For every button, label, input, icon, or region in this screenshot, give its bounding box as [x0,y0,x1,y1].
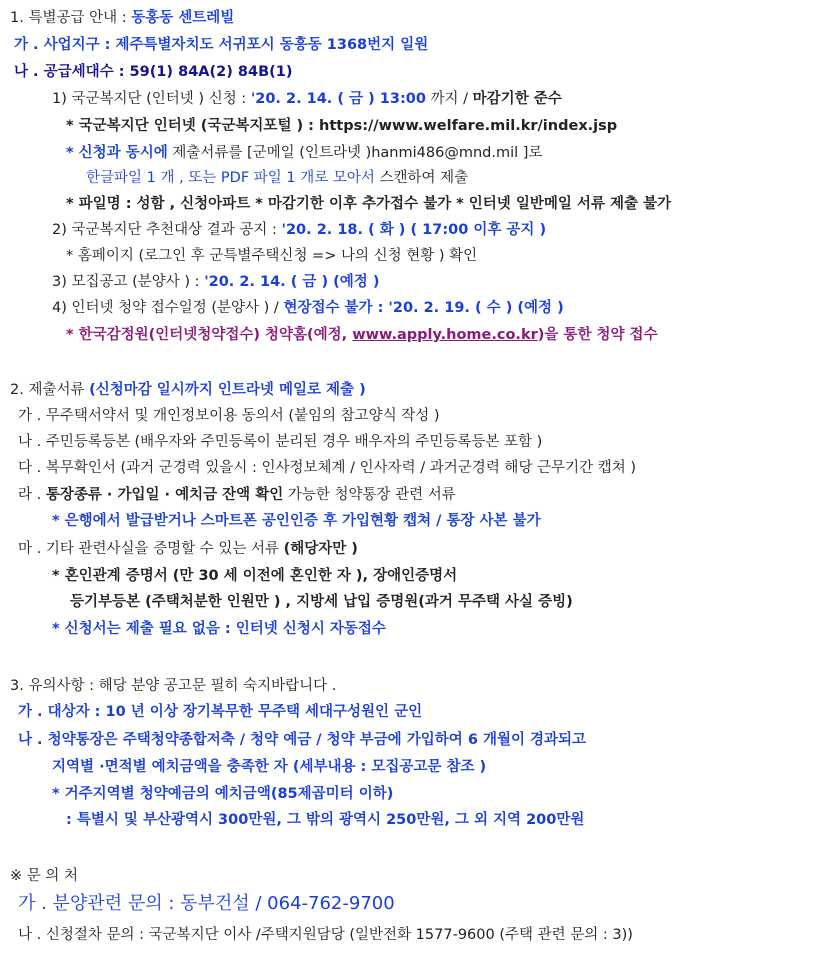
s1-homepage: * 홈페이지 (로그인 후 군특별주택신청 => 나의 신청 현황 ) 확인 [66,248,478,264]
apply-home-link[interactable]: www.apply.home.co.kr [352,327,538,343]
s1-filename [66,194,671,214]
s2-ma [18,539,358,559]
s2-ra [18,485,456,505]
s1-pdf-a: 한글파일 1 개 , 또는 PDF 파일 1 개로 모아서 [86,170,375,186]
s1-pdf-b: 스캔하여 제출 [374,170,469,186]
s1-file-b: * 마감기한 이후 추가접수 불가 * 인터넷 일반메일 서류 제출 불가 [250,196,672,212]
s3-na: 나 . 청약통장은 주택청약종합저축 / 청약 예금 / 청약 부금에 가입하여 6 개월이 경과되고 [18,732,587,748]
s1-item1 [52,89,562,109]
s1-title [10,8,234,28]
s1-complex-name: 동홍동 센트레빌 [131,10,235,26]
s1-sim-b: 제출서류를 [군메일 (인트라넷 )hanmi486@mnd.mil ]로 [167,145,543,161]
s1-item3-date: '20. 2. 14. ( 금 ) (예정 ) [204,274,380,290]
s2-ra-b: 통장종류 · 가입일 · 예치금 잔액 확인 [45,487,284,503]
s3-deposit-amounts: : 특별시 및 부산광역시 300만원, 그 밖의 광역시 250만원, 그 외 지역 200만원 [66,812,585,828]
s2-na: 나 . 주민등록등본 (배우자와 주민등록이 분리된 경우 배우자의 주민등록등본 포함 ) [18,434,543,450]
s1-title-prefix: 1. 특별공급 안내 : [10,10,132,26]
s3-na2: 지역별 ·면적별 예치금액을 충족한 자 (세부내용 : 모집공고문 참조 ) [52,759,487,775]
s1-pdf [86,168,468,188]
s1-item3-prefix: 3) 모집공고 (분양사 ) : [52,274,205,290]
s2-ga: 가 . 무주택서약서 및 개인정보이용 동의서 (붙임의 참고양식 작성 ) [18,408,440,424]
s2-title-a: 2. 제출서류 [10,382,90,398]
s1-item2-date: '20. 2. 18. ( 화 ) ( 17:00 이후 공지 ) [281,222,547,238]
s2-ra-c: 가능한 청약통장 관련 서류 [283,487,456,503]
s1-sim-a: * 신청과 동시에 [66,145,168,161]
s1-kr-b: )을 통한 청약 접수 [537,327,658,343]
s2-ma-a: 마 . 기타 관련사실을 증명할 수 있는 서류 [18,541,284,557]
s3-title: 3. 유의사항 : 해당 분양 공고문 필히 숙지바랍니다 . [10,678,337,694]
s2-marriage: * 혼인관계 증명서 (만 30 세 이전에 혼인한 자 ), 장애인증명서 [52,568,458,584]
s1-item1-date: '20. 2. 14. ( 금 ) 13:00 [250,91,426,107]
s2-ma-b: (해당자만 ) [283,541,358,557]
s3-deposit: * 거주지역별 청약예금의 예치금액(85제곱미터 이하) [52,786,394,802]
s4-ga: 가 . 분양관련 문의 : 동부건설 / 064-762-9700 [18,893,395,914]
s1-item3 [52,272,379,292]
s4-title: ※ 문 의 처 [10,868,78,884]
s2-da: 다 . 복무확인서 (과거 군경력 있을시 : 인사정보체계 / 인사자력 / 과거군경력 해당 근무기간 캡쳐 ) [18,460,636,476]
s1-units: 나 . 공급세대수 : 59(1) 84A(2) 84B(1) [14,64,293,80]
s1-kr-a: * 한국감정원(인터넷청약접수) 청약홈(예정, [66,327,353,343]
s1-file-a: * 파일명 : 성함 , 신청아파트 [66,196,251,212]
s1-simultaneous [66,143,542,163]
s2-auto: * 신청서는 제출 필요 없음 : 인터넷 신청시 자동접수 [52,621,386,637]
s2-title-b: (신청마감 일시까지 인트라넷 메일로 제출 ) [89,382,366,398]
s3-ga: 가 . 대상자 : 10 년 이상 장기복무한 무주택 세대구성원인 군인 [18,704,423,720]
s1-site: 가 . 사업지구 : 제주특별자치도 서귀포시 동흥동 1368번지 일원 [14,37,429,53]
s1-item2 [52,220,546,240]
s1-item2-prefix: 2) 국군복지단 추천대상 결과 공지 : [52,222,282,238]
s2-bank: * 은행에서 발급받거나 스마트폰 공인인증 후 가입현황 캡쳐 / 통장 사본 불가 [52,513,541,529]
s1-item4-date: 현장접수 불가 : '20. 2. 19. ( 수 ) (예정 ) [283,300,564,316]
s1-item4 [52,298,564,318]
s1-apply-home [66,325,658,345]
s1-item1-mid: 까지 / [425,91,473,107]
s2-ra-a: 라 . [18,487,46,503]
s2-registry: 등기부등본 (주택처분한 인원만 ) , 지방세 납입 증명원(과거 무주택 사실 증빙) [70,594,573,610]
s2-title [10,380,366,400]
s4-na: 나 . 신청절차 문의 : 국군복지단 이사 /주택지원담당 (일반전화 1577-9600 (주택 관련 문의 : 3)) [18,927,633,943]
s1-item4-prefix: 4) 인터넷 청약 접수일정 (분양사 ) / [52,300,284,316]
s1-portal: * 국군복지단 인터넷 (국군복지포털 ) : https://www.welfare.mil.kr/index.jsp [66,118,618,134]
s1-item1-prefix: 1) 국군복지단 (인터넷 ) 신청 : [52,91,251,107]
s1-item1-strict: 마감기한 준수 [472,91,562,107]
